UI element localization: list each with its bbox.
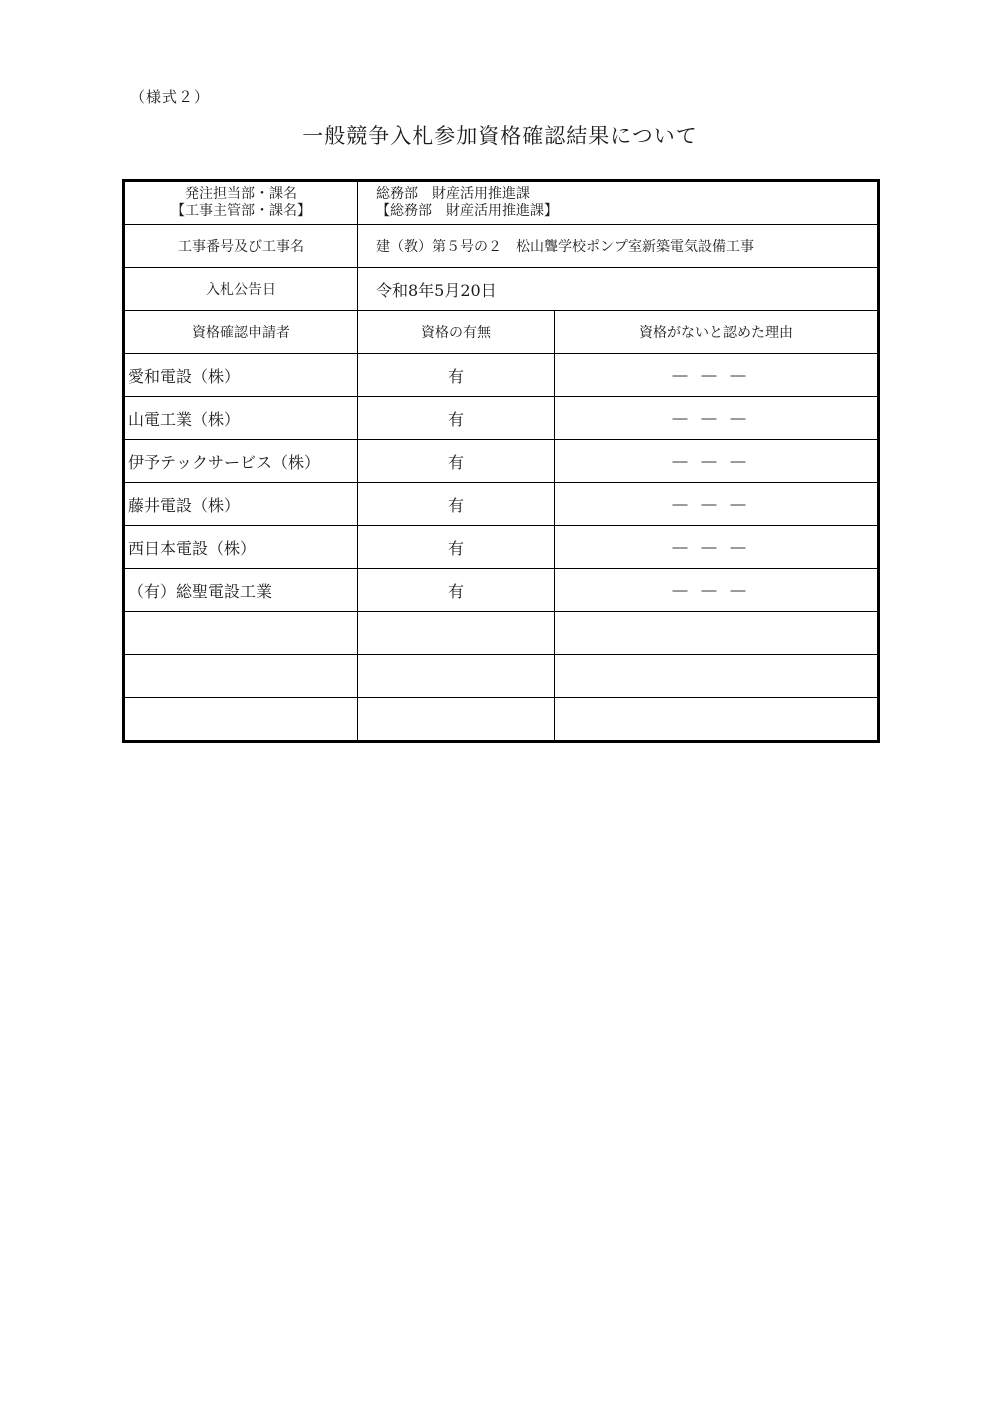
form-number: （様式２） [130,88,211,106]
department-value-line-1: 総務部 財産活用推進課 [376,186,530,202]
eligibility-value: 有 [358,397,555,440]
table-row [124,397,879,440]
department-label-line-1: 発注担当部・課名 [185,186,297,202]
reason-value: ――― [555,354,879,397]
department-label-cell [124,181,358,225]
reason-value [555,612,879,655]
column-header-reason: 資格がないと認めた理由 [555,311,879,354]
department-label-line-2: 【工事主管部・課名】 [171,203,311,219]
table-row-empty [124,698,879,742]
eligibility-value [358,612,555,655]
applicant-name: 伊予テックサービス（株） [124,440,358,483]
reason-value: ――― [555,526,879,569]
notice-label: 入札公告日 [124,268,358,311]
notice-row [124,268,879,311]
applicant-name: 山電工業（株） [124,397,358,440]
qualification-result-table [122,179,880,743]
department-value-cell [358,181,879,225]
table-row [124,569,879,612]
eligibility-value [358,698,555,742]
eligibility-value: 有 [358,526,555,569]
applicant-name: 藤井電設（株） [124,483,358,526]
reason-value: ――― [555,440,879,483]
applicant-name [124,612,358,655]
reason-value [555,655,879,698]
table-row [124,526,879,569]
work-row [124,225,879,268]
applicant-name [124,698,358,742]
reason-value: ――― [555,569,879,612]
department-row [124,181,879,225]
reason-value [555,698,879,742]
column-header-row [124,311,879,354]
reason-value: ――― [555,483,879,526]
document-title: 一般競争入札参加資格確認結果について [302,124,698,148]
applicant-name [124,655,358,698]
applicant-name: （有）総聖電設工業 [124,569,358,612]
eligibility-value [358,655,555,698]
eligibility-value: 有 [358,440,555,483]
column-header-eligibility: 資格の有無 [358,311,555,354]
applicant-name: 愛和電設（株） [124,354,358,397]
table-row-empty [124,612,879,655]
column-header-applicant: 資格確認申請者 [124,311,358,354]
department-value-line-2: 【総務部 財産活用推進課】 [376,203,558,219]
table-row [124,354,879,397]
eligibility-value: 有 [358,483,555,526]
reason-value: ――― [555,397,879,440]
work-label: 工事番号及び工事名 [124,225,358,268]
table-row-empty [124,655,879,698]
applicant-name: 西日本電設（株） [124,526,358,569]
notice-value: 令和8年5月20日 [358,268,879,311]
work-value: 建（教）第５号の２ 松山聾学校ポンプ室新築電気設備工事 [358,225,879,268]
eligibility-value: 有 [358,354,555,397]
table-row [124,483,879,526]
eligibility-value: 有 [358,569,555,612]
table-row [124,440,879,483]
